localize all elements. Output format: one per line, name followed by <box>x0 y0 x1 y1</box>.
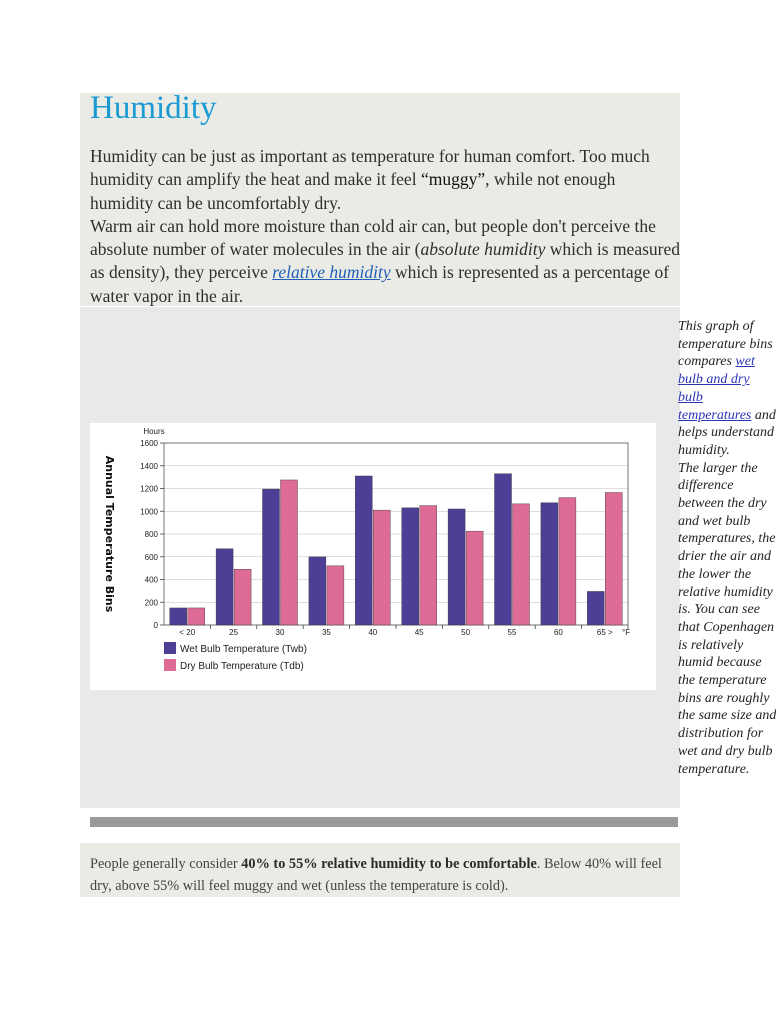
caption-text: bins are roughly <box>678 690 770 706</box>
caption-line <box>678 336 773 354</box>
bar-dry-bulb <box>466 531 483 625</box>
legend-swatch <box>164 659 176 671</box>
caption-line <box>678 371 768 389</box>
x-unit-label: °F <box>622 628 631 637</box>
intro-paragraph-2 <box>90 215 680 308</box>
intro-p1-text-a: Humidity can be just as important as temperature for human comfort. Too much humidity can amplify the heat and make it feel <box>90 146 650 190</box>
caption-line <box>678 672 768 690</box>
caption-line <box>678 743 773 761</box>
caption-text: and <box>751 407 776 423</box>
caption-line <box>678 389 768 407</box>
legend-label: Dry Bulb Temperature (Tdb) <box>180 661 304 672</box>
muggy-quote: “muggy” <box>420 169 486 190</box>
caption-line <box>678 530 776 548</box>
bar-dry-bulb <box>281 480 298 625</box>
comfort-note-text-a: People generally consider <box>90 856 242 872</box>
y-tick-label: 400 <box>144 575 158 585</box>
caption-line <box>678 318 768 336</box>
y-tick-label: 1000 <box>140 507 158 517</box>
caption-text: relative humidity <box>678 584 773 600</box>
caption-text: wet and dry bulb <box>678 743 773 759</box>
y-tick-label: 600 <box>144 552 158 562</box>
bar-wet-bulb <box>355 476 372 625</box>
caption-text: and wet bulb <box>678 513 751 529</box>
temperature-bins-chart <box>90 423 656 690</box>
legend-label: Wet Bulb Temperature (Twb) <box>180 644 307 655</box>
bar-wet-bulb <box>216 549 233 625</box>
bar-wet-bulb <box>541 503 558 625</box>
relative-humidity-link[interactable]: relative humidity <box>272 262 391 283</box>
caption-line <box>678 460 768 478</box>
caption-text: This graph of <box>678 319 754 334</box>
bar-dry-bulb <box>513 504 530 625</box>
x-tick-label: 65 > <box>596 628 613 637</box>
comfort-range-bold: 40% to 55% relative humidity to be comfortable <box>241 856 537 872</box>
absolute-humidity-term: absolute humidity <box>420 239 546 260</box>
caption-text: humid because <box>678 655 762 671</box>
caption-text: drier the air and <box>678 549 771 565</box>
caption-line <box>678 690 768 708</box>
caption-line <box>678 584 773 602</box>
caption-text: is relatively <box>678 637 744 653</box>
x-tick-label: 25 <box>229 628 239 637</box>
bar-wet-bulb <box>170 608 187 625</box>
intro-p2-text-c: which is represented as a percentage of water vapor in the air. <box>90 262 670 306</box>
x-tick-label: 60 <box>553 628 563 637</box>
caption-text: temperature bins <box>678 336 773 352</box>
caption-text: distribution for <box>678 726 764 742</box>
wet-dry-bulb-link[interactable]: wet <box>735 354 755 370</box>
comfort-note-text-b: . Below 40% will feel dry, above 55% will feel muggy and wet (unless the temperature is cold). <box>90 856 662 894</box>
bar-wet-bulb <box>402 508 419 625</box>
caption-text: compares <box>678 354 736 370</box>
x-tick-label: < 20 <box>179 628 196 637</box>
caption-text: the lower the <box>678 566 752 582</box>
caption-text: that Copenhagen <box>678 619 775 635</box>
caption-line <box>678 442 768 460</box>
y-tick-label: 800 <box>144 530 158 539</box>
caption-line <box>678 353 768 371</box>
bar-wet-bulb <box>263 489 280 625</box>
x-tick-label: 30 <box>275 628 285 637</box>
y-tick-label: 0 <box>153 621 158 630</box>
bar-wet-bulb <box>587 591 604 625</box>
caption-text: between the dry <box>678 496 767 512</box>
caption-text: is. You can see <box>678 602 760 618</box>
bar-dry-bulb <box>234 569 251 625</box>
wet-dry-bulb-link[interactable]: bulb <box>678 389 703 405</box>
caption-text: temperature. <box>678 761 750 777</box>
caption-text: The larger the <box>678 460 758 476</box>
caption-line <box>678 725 768 743</box>
x-tick-label: 55 <box>507 628 517 637</box>
intro-p2-text-a: Warm air can hold more moisture than cold air can, but people don't perceive the absolute number of water molecules in the air ( <box>90 215 656 260</box>
caption-line <box>678 513 768 531</box>
caption-line <box>678 477 768 495</box>
caption-line <box>678 495 768 513</box>
bar-dry-bulb <box>327 566 344 625</box>
caption-line <box>678 637 768 655</box>
figure-caption <box>678 318 776 778</box>
caption-text: the temperature <box>678 673 767 689</box>
caption-line <box>678 424 775 442</box>
caption-line <box>678 407 776 425</box>
wet-dry-bulb-link[interactable]: bulb and dry <box>678 372 750 388</box>
caption-line <box>678 761 768 779</box>
bar-wet-bulb <box>309 557 326 625</box>
caption-line <box>678 548 771 566</box>
wet-dry-bulb-link[interactable]: temperatures <box>678 407 752 423</box>
bar-wet-bulb <box>448 509 465 625</box>
legend-swatch <box>164 642 176 654</box>
caption-text: humidity. <box>678 442 730 458</box>
bar-dry-bulb <box>605 492 622 625</box>
intro-text <box>90 145 680 308</box>
page-title: Humidity <box>90 90 217 126</box>
intro-p1-text-b: , while not enough humidity can be uncomfortably dry. <box>90 169 616 213</box>
caption-line <box>678 707 776 725</box>
caption-line <box>678 566 768 584</box>
bar-dry-bulb <box>559 498 576 625</box>
intro-paragraph-1 <box>90 145 680 215</box>
y-tick-label: 1600 <box>140 439 158 448</box>
comfort-note <box>90 853 680 897</box>
bar-dry-bulb <box>373 510 390 625</box>
bar-dry-bulb <box>420 506 437 625</box>
caption-text: helps understand <box>678 425 775 441</box>
intro-p2-text-b: which is measured as density), they perceive <box>90 239 680 283</box>
x-tick-label: 35 <box>321 628 331 637</box>
x-tick-label: 50 <box>461 628 471 637</box>
y-axis-title: Annual Temperature Bins <box>103 455 116 613</box>
caption-line <box>678 654 768 672</box>
bar-dry-bulb <box>188 608 205 625</box>
bar-wet-bulb <box>495 474 512 625</box>
y-tick-label: 1200 <box>140 484 158 494</box>
chart-card <box>90 423 656 690</box>
x-tick-label: 45 <box>414 628 424 637</box>
x-tick-label: 40 <box>368 628 378 637</box>
caption-text: temperatures, the <box>678 531 776 547</box>
caption-text: difference <box>678 478 734 494</box>
y-tick-label: 200 <box>144 598 158 608</box>
caption-line <box>678 601 768 619</box>
section-divider <box>90 817 678 827</box>
y-tick-label: 1400 <box>140 461 158 471</box>
caption-line <box>678 619 775 637</box>
caption-text: the same size and <box>678 708 776 724</box>
y-unit-label: Hours <box>143 427 165 436</box>
